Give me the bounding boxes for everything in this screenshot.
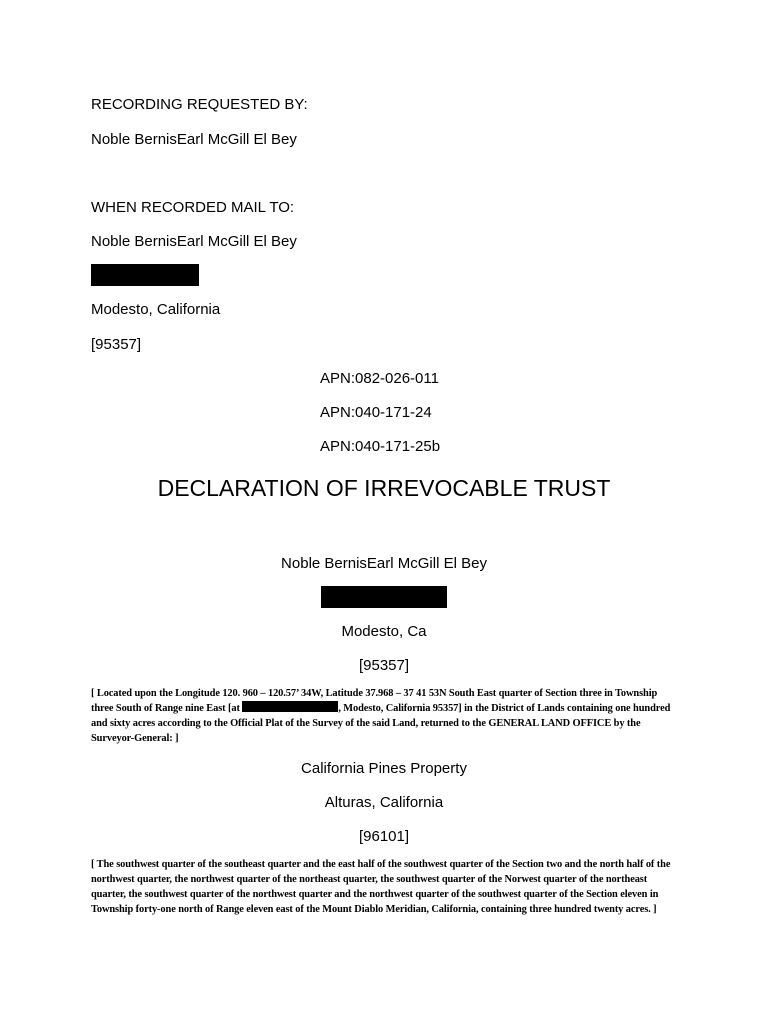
property2-legal-description: [ The southwest quarter of the southeast quarter and the east half of the southwest quarter of the Section two and the north half of the northwest quarter, the northwest quarter of the northeast quarter, the southwest quarter of the Norwest quarter of the northeast quarter, the southwest quarter of the northwest quarter and the northwest quarter of the southwest quarter of the Section eleven in Township forty-one north of Range eleven east of the Mount Diablo Meridian, California, containing three hundred twenty acres. ]: [91, 859, 671, 915]
legal-text: [ Located upon the Longitude 120. 960 – 120.57’ 34W, Latitude 37.968 – 37 41 53N South East quarter of Section three in Township three South of Range nine East [at: [91, 688, 658, 714]
apn-line: APN:040-171-24: [320, 404, 432, 421]
property2-name: California Pines Property: [301, 760, 467, 777]
mail-to-label: WHEN RECORDED MAIL TO:: [91, 199, 295, 216]
mail-to-zip: [95357]: [91, 336, 142, 353]
requester-name: Noble BernisEarl McGill El Bey: [91, 131, 297, 148]
apn-line: APN:082-026-011: [320, 370, 439, 387]
property1-name: Noble BernisEarl McGill El Bey: [281, 555, 487, 572]
property2-city: Alturas, California: [324, 794, 444, 811]
property1-legal-description: [91, 686, 681, 746]
redacted-address-block: [91, 264, 199, 286]
property2-zip: [96101]: [358, 828, 410, 845]
apn-line: APN:040-171-25b: [320, 438, 441, 455]
mail-to-city: Modesto, California: [91, 301, 221, 318]
legal-text: , Modesto, California 95357] in the District of Lands containing one hundred and sixty acres according to the Official Plat of the Survey of the said Land, returned to the GENERAL LAND OFFICE by the Surveyor-General: ]: [91, 703, 671, 744]
property1-city: Modesto, Ca: [341, 623, 427, 640]
redacted-address-inline: [242, 701, 338, 712]
recording-requested-label: RECORDING REQUESTED BY:: [91, 96, 308, 113]
redacted-address-block: [321, 586, 447, 608]
document-title: DECLARATION OF IRREVOCABLE TRUST: [157, 475, 611, 501]
property1-zip: [95357]: [358, 657, 410, 674]
mail-to-name: Noble BernisEarl McGill El Bey: [91, 233, 297, 250]
